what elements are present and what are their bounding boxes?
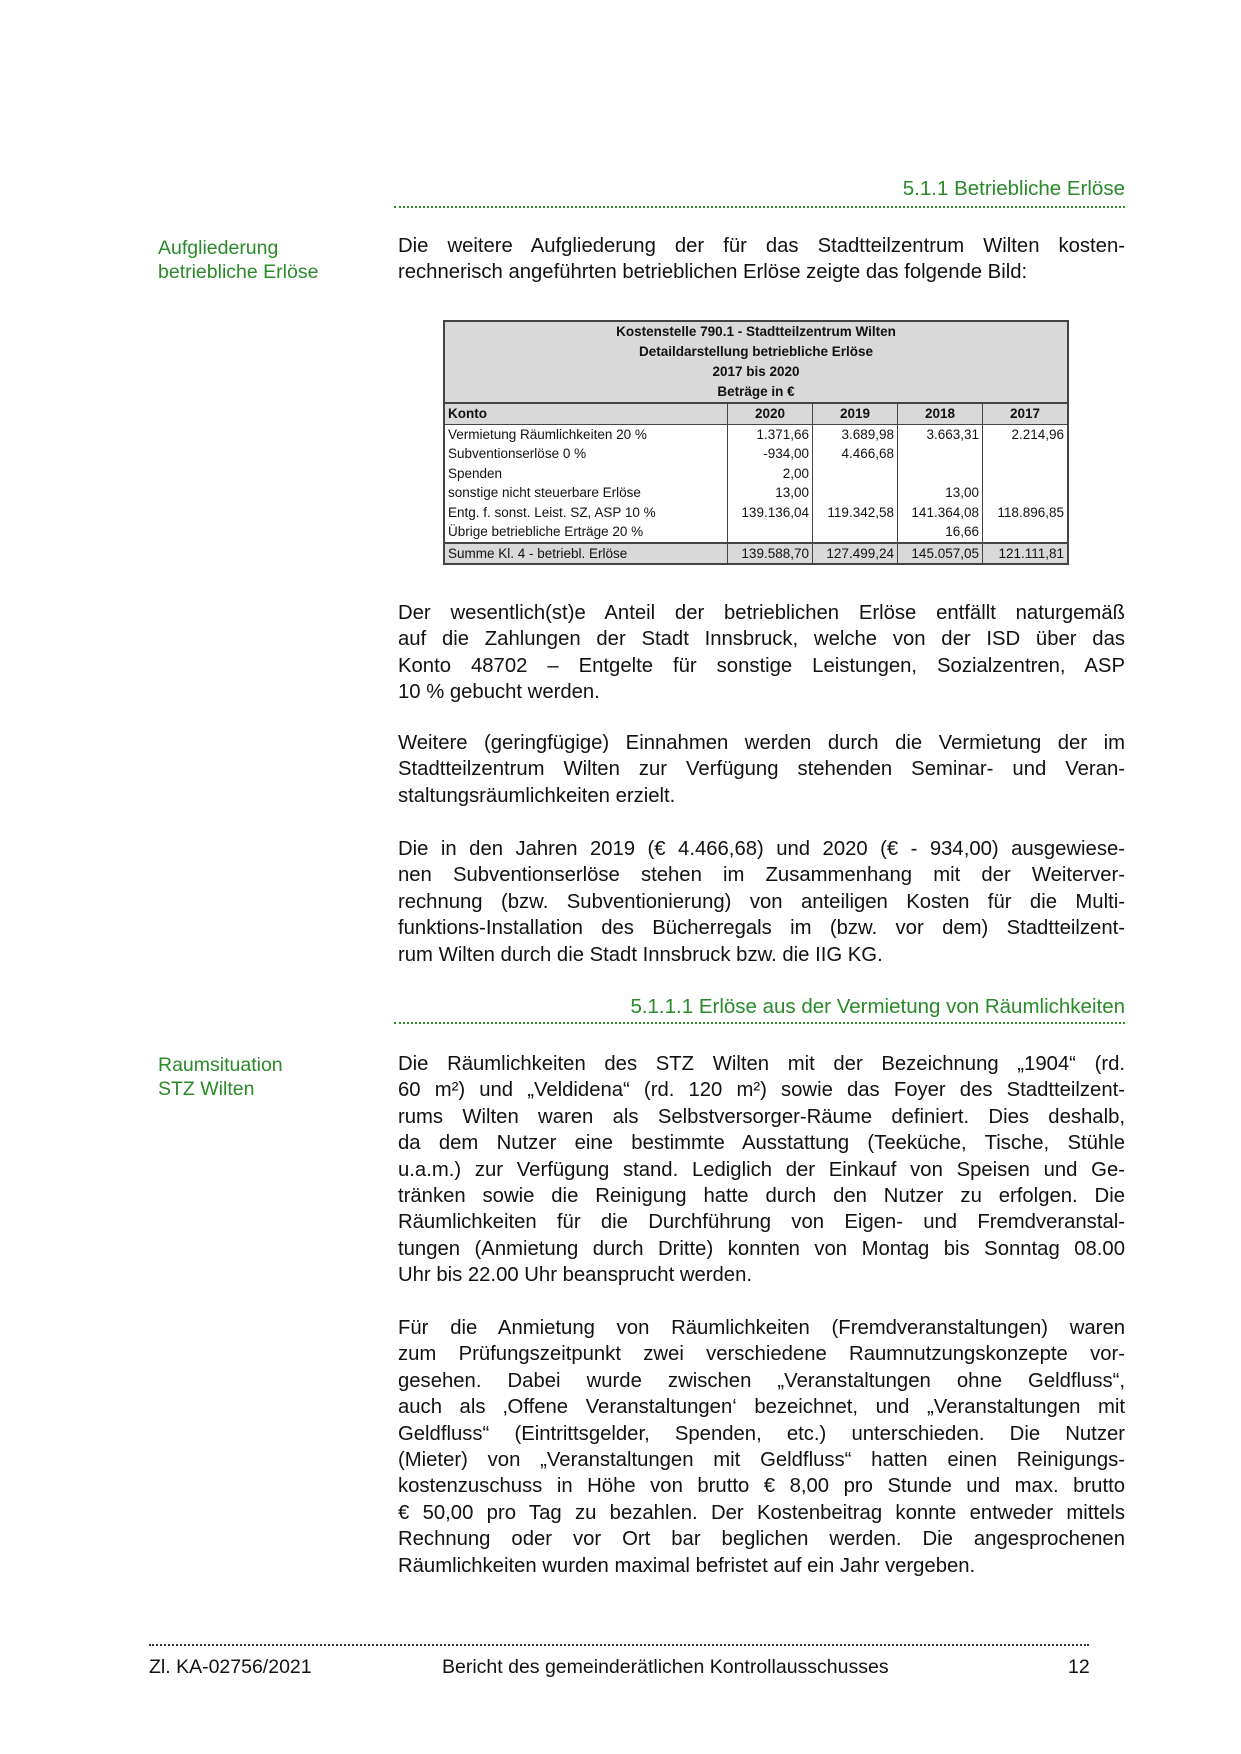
table-cell bbox=[898, 464, 983, 484]
table-cell: Spenden bbox=[448, 465, 503, 481]
paragraph bbox=[398, 600, 1125, 706]
table-cell bbox=[813, 522, 898, 543]
column-header: 2020 bbox=[728, 403, 813, 424]
table-row bbox=[444, 444, 1068, 464]
table-cell: 139.136,04 bbox=[728, 503, 813, 523]
text-line: nen Subventionserlöse stehen im Zusammenhang mit der Weiterver- bbox=[398, 864, 1125, 887]
text-line: (Mieter) von „Veranstaltungen mit Geldfluss“ hatten einen Reinigungs- bbox=[398, 1449, 1125, 1472]
table-cell: 141.364,08 bbox=[898, 503, 983, 523]
table-cell bbox=[813, 483, 898, 503]
text-line: zum Prüfungszeitpunkt zwei verschiedene Raumnutzungskonzepte vor- bbox=[398, 1343, 1125, 1366]
text-line: da dem Nutzer eine bestimmte Ausstattung (Teeküche, Tische, Stühle bbox=[398, 1132, 1125, 1155]
margin-note-line: betriebliche Erlöse bbox=[158, 261, 319, 283]
table-cell: 3.689,98 bbox=[813, 424, 898, 444]
table-cell: 3.663,31 bbox=[898, 424, 983, 444]
table-cell: 139.588,70 bbox=[728, 543, 813, 565]
margin-note-line: STZ Wilten bbox=[158, 1078, 255, 1100]
table-cell bbox=[813, 464, 898, 484]
table-cell bbox=[728, 522, 813, 543]
table-cell: 13,00 bbox=[728, 483, 813, 503]
margin-note bbox=[158, 236, 318, 284]
paragraph bbox=[398, 1051, 1125, 1289]
text-line: tungen (Anmietung durch Dritte) konnten von Montag bis Sonntag 08.00 bbox=[398, 1237, 1125, 1260]
text-line: Weitere (geringfügige) Einnahmen werden durch die Vermietung der im bbox=[398, 732, 1125, 754]
text-line: rum Wilten durch die Stadt Innsbruck bzw. die IIG KG. bbox=[398, 943, 883, 966]
table-cell: Summe Kl. 4 - betriebl. Erlöse bbox=[444, 543, 728, 565]
text-line: Rechnung oder vor Ort bar beglichen werden. Die angesprochenen bbox=[398, 1528, 1125, 1551]
table-cell: Entg. f. sonst. Leist. SZ, ASP 10 % bbox=[448, 504, 656, 520]
text-line: Die weitere Aufgliederung der für das Stadtteilzentrum Wilten kosten- bbox=[398, 235, 1125, 257]
column-header: 2017 bbox=[983, 403, 1069, 424]
table-cell: 119.342,58 bbox=[813, 503, 898, 523]
text-line: rums Wilten waren als Selbstversorger-Räume definiert. Dies deshalb, bbox=[398, 1105, 1125, 1128]
table-title-row bbox=[444, 382, 1068, 403]
text-line: Geldfluss“ (Eintrittsgelder, Spenden, etc.) unterschieden. Die Nutzer bbox=[398, 1422, 1125, 1445]
table-cell: 4.466,68 bbox=[813, 444, 898, 464]
text-line: € 50,00 pro Tag zu bezahlen. Der Kostenbeitrag konnte entweder mittels bbox=[398, 1501, 1125, 1524]
text-line: Für die Anmietung von Räumlichkeiten (Fremdveranstaltungen) waren bbox=[398, 1317, 1125, 1339]
table-cell: sonstige nicht steuerbare Erlöse bbox=[448, 485, 641, 500]
text-line: auf die Zahlungen der Stadt Innsbruck, welche von der ISD über das bbox=[398, 628, 1125, 651]
table-row bbox=[444, 424, 1068, 444]
text-line: auch als ‚Offene Veranstaltungen‘ bezeichnet, und „Veranstaltungen mit bbox=[398, 1396, 1125, 1419]
text-line: Stadtteilzentrum Wilten zur Verfügung stehenden Seminar- und Veran- bbox=[398, 758, 1125, 781]
divider bbox=[394, 1022, 1125, 1024]
table-cell: Übrige betriebliche Erträge 20 % bbox=[448, 524, 644, 539]
footer-reference: Zl. KA-02756/2021 bbox=[149, 1656, 312, 1678]
column-header: 2018 bbox=[898, 403, 983, 424]
margin-note bbox=[158, 1053, 283, 1101]
table-cell: 1.371,66 bbox=[728, 424, 813, 444]
table-cell: 121.111,81 bbox=[983, 543, 1069, 565]
table-row bbox=[444, 483, 1068, 503]
divider bbox=[394, 206, 1125, 208]
column-header: Konto bbox=[444, 403, 728, 424]
table-row bbox=[444, 522, 1068, 543]
table-cell: 118.896,85 bbox=[983, 503, 1069, 523]
table-cell: Vermietung Räumlichkeiten 20 % bbox=[448, 426, 647, 442]
paragraph bbox=[398, 836, 1125, 968]
table-cell: Subventionserlöse 0 % bbox=[448, 446, 587, 461]
text-line: Konto 48702 – Entgelte für sonstige Leistungen, Sozialzentren, ASP bbox=[398, 654, 1125, 677]
text-line: 10 % gebucht werden. bbox=[398, 681, 600, 704]
text-line: u.a.m.) zur Verfügung stand. Lediglich der Einkauf von Speisen und Ge- bbox=[398, 1158, 1125, 1181]
table-cell: 127.499,24 bbox=[813, 543, 898, 565]
table-cell bbox=[983, 464, 1069, 484]
revenue-table bbox=[443, 320, 1069, 565]
table-cell bbox=[898, 444, 983, 464]
text-line: 60 m²) und „Veldidena“ (rd. 120 m²) sowie das Foyer des Stadtteilzent- bbox=[398, 1079, 1125, 1102]
table-cell: 13,00 bbox=[898, 483, 983, 503]
footer-title: Bericht des gemeinderätlichen Kontrollausschusses bbox=[442, 1656, 889, 1678]
paragraph bbox=[398, 1315, 1125, 1579]
table-cell bbox=[983, 444, 1069, 464]
table-cell: 16,66 bbox=[898, 522, 983, 543]
table-title-row bbox=[444, 321, 1068, 342]
paragraph bbox=[398, 233, 1125, 286]
text-line: staltungsräumlichkeiten erzielt. bbox=[398, 784, 676, 807]
column-header: 2019 bbox=[813, 403, 898, 424]
paragraph bbox=[398, 730, 1125, 809]
table-row bbox=[444, 464, 1068, 484]
text-line: tränken sowie die Reinigung hatte durch den Nutzer zu erfolgen. Die bbox=[398, 1185, 1125, 1208]
text-line: funktions-Installation des Bücherregals im (bzw. vor dem) Stadtteilzent- bbox=[398, 917, 1125, 940]
table-sum-row bbox=[444, 543, 1068, 565]
margin-note-line: Aufgliederung bbox=[158, 237, 279, 259]
table-cell: 2,00 bbox=[728, 464, 813, 484]
table-cell bbox=[983, 483, 1069, 503]
table-cell: 145.057,05 bbox=[898, 543, 983, 565]
table-title-row bbox=[444, 342, 1068, 362]
text-line: Räumlichkeiten für die Durchführung von Eigen- und Fremdveranstal- bbox=[398, 1211, 1125, 1234]
text-line: kostenzuschuss in Höhe von brutto € 8,00 pro Stunde und max. brutto bbox=[398, 1475, 1125, 1498]
text-line: Der wesentlich(st)e Anteil der betrieblichen Erlöse entfällt naturgemäß bbox=[398, 602, 1125, 624]
table-header-row bbox=[444, 403, 1068, 424]
text-line: Räumlichkeiten wurden maximal befristet auf ein Jahr vergeben. bbox=[398, 1554, 976, 1577]
table-cell bbox=[983, 522, 1069, 543]
table-row bbox=[444, 503, 1068, 523]
table-title: 2017 bis 2020 bbox=[444, 362, 1068, 382]
footer-divider bbox=[149, 1644, 1089, 1646]
text-line: rechnerisch angeführten betrieblichen Erlöse zeigte das folgende Bild: bbox=[398, 261, 1028, 284]
text-line: Uhr bis 22.00 Uhr beansprucht werden. bbox=[398, 1264, 752, 1287]
table-cell: 2.214,96 bbox=[983, 424, 1069, 444]
subsection-heading: 5.1.1.1 Erlöse aus der Vermietung von Räumlichkeiten bbox=[630, 995, 1125, 1018]
text-line: rechnung (bzw. Subventionierung) von anteiligen Kosten für die Multi- bbox=[398, 890, 1125, 913]
text-line: Die Räumlichkeiten des STZ Wilten mit der Bezeichnung „1904“ (rd. bbox=[398, 1053, 1125, 1075]
page-number: 12 bbox=[1068, 1656, 1090, 1678]
table-title: Detaildarstellung betriebliche Erlöse bbox=[444, 342, 1068, 362]
margin-note-line: Raumsituation bbox=[158, 1054, 283, 1076]
table-cell: -934,00 bbox=[728, 444, 813, 464]
text-line: Die in den Jahren 2019 (€ 4.466,68) und 2020 (€ - 934,00) ausgewiese- bbox=[398, 838, 1125, 860]
table-title: Kostenstelle 790.1 - Stadtteilzentrum Wilten bbox=[444, 321, 1068, 342]
table-title: Beträge in € bbox=[444, 382, 1068, 403]
section-heading: 5.1.1 Betriebliche Erlöse bbox=[902, 177, 1125, 200]
table-title-row bbox=[444, 362, 1068, 382]
text-line: gesehen. Dabei wurde zwischen „Veranstaltungen ohne Geldfluss“, bbox=[398, 1369, 1125, 1392]
